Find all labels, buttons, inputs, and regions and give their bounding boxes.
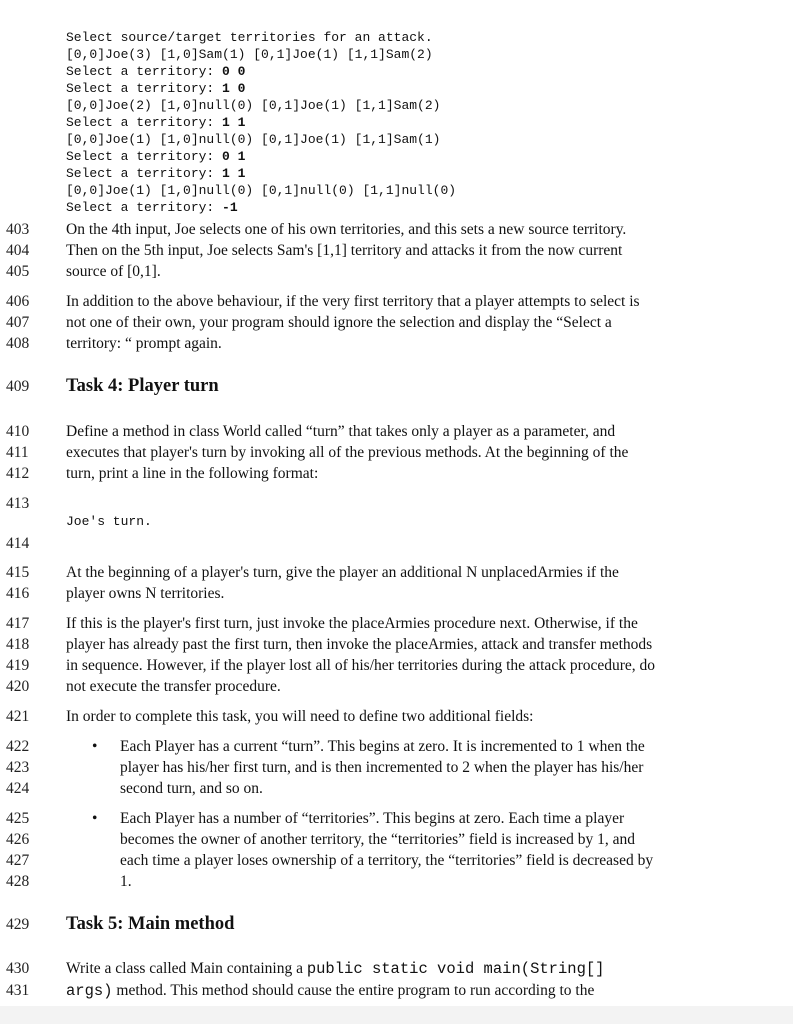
paragraph-line: At the beginning of a player's turn, give the player an additional N unplacedArmies if the (66, 564, 619, 581)
line-number: 416 (6, 585, 30, 602)
paragraph-line: territory: “ prompt again. (66, 335, 222, 352)
list-item-line: each time a player loses ownership of a territory, the “territories” field is decreased by (120, 852, 654, 869)
line-number: 429 (6, 916, 30, 933)
line-number: 427 (6, 852, 30, 869)
line-number: 430 (6, 960, 30, 977)
paragraph-line: not execute the transfer procedure. (66, 678, 281, 695)
list-item-line: second turn, and so on. (120, 780, 263, 797)
console-line: Select a territory: 0 1 (66, 149, 246, 164)
line-number: 405 (6, 263, 30, 280)
section-heading: Task 4: Player turn (66, 376, 219, 396)
line-number: 406 (6, 293, 30, 310)
bullet-icon: • (92, 738, 98, 755)
console-line: Select a territory: 1 0 (66, 81, 246, 96)
line-number: 428 (6, 873, 30, 890)
inline-code: public static void main(String[] (306, 960, 605, 978)
console-line: Select a territory: 0 0 (66, 64, 246, 79)
paragraph-line: in sequence. However, if the player lost all of his/her territories during the attack procedure, do (66, 657, 656, 674)
line-number: 407 (6, 314, 30, 331)
console-line: [0,0]Joe(2) [1,0]null(0) [0,1]Joe(1) [1,1]Sam(2) (66, 98, 441, 113)
paragraph-line: source of [0,1]. (66, 263, 161, 280)
inline-code: args) (66, 982, 113, 1000)
line-number: 422 (6, 738, 30, 755)
console-line: [0,0]Joe(3) [1,0]Sam(1) [0,1]Joe(1) [1,1]Sam(2) (66, 47, 433, 62)
line-number: 420 (6, 678, 30, 695)
paragraph-line: executes that player's turn by invoking all of the previous methods. At the beginning of the (66, 444, 629, 461)
line-number: 403 (6, 221, 30, 238)
console-line: [0,0]Joe(1) [1,0]null(0) [0,1]Joe(1) [1,1]Sam(1) (66, 132, 441, 147)
line-number: 413 (6, 495, 30, 512)
paragraph-line: Write a class called Main containing a public static void main(String[] (66, 960, 605, 978)
list-item-line: Each Player has a number of “territories”. This begins at zero. Each time a player (120, 810, 625, 827)
line-number: 411 (6, 444, 29, 461)
line-number: 426 (6, 831, 30, 848)
console-line: Select a territory: -1 (66, 200, 238, 215)
line-number: 415 (6, 564, 30, 581)
paragraph-line: args) method. This method should cause the entire program to run according to the (66, 982, 595, 1000)
paragraph-line: In order to complete this task, you will need to define two additional fields: (66, 708, 534, 725)
line-number: 418 (6, 636, 30, 653)
code-example: Joe's turn. (66, 514, 152, 529)
paragraph-line: On the 4th input, Joe selects one of his own territories, and this sets a new source territory. (66, 221, 627, 238)
list-item-line: 1. (120, 873, 132, 890)
paragraph-line: If this is the player's first turn, just invoke the placeArmies procedure next. Otherwise, if the (66, 615, 638, 632)
line-number: 414 (6, 535, 30, 552)
list-item-line: player has his/her first turn, and is then incremented to 2 when the player has his/her (120, 759, 644, 776)
line-number: 408 (6, 335, 30, 352)
paragraph-line: not one of their own, your program should ignore the selection and display the “Select a (66, 314, 612, 331)
line-number: 423 (6, 759, 30, 776)
line-number: 431 (6, 982, 30, 999)
paragraph-line: In addition to the above behaviour, if the very first territory that a player attempts to select is (66, 293, 640, 310)
paragraph-line: player has already past the first turn, then invoke the placeArmies, attack and transfer methods (66, 636, 653, 653)
console-line: Select a territory: 1 1 (66, 166, 246, 181)
line-number: 425 (6, 810, 30, 827)
page-bottom-edge (0, 1006, 793, 1024)
paragraph-line: turn, print a line in the following format: (66, 465, 319, 482)
console-line: Select a territory: 1 1 (66, 115, 246, 130)
section-heading: Task 5: Main method (66, 914, 235, 934)
line-number: 412 (6, 465, 30, 482)
line-number: 404 (6, 242, 30, 259)
line-number: 421 (6, 708, 30, 725)
console-line: [0,0]Joe(1) [1,0]null(0) [0,1]null(0) [1,1]null(0) (66, 183, 457, 198)
paragraph-line: Then on the 5th input, Joe selects Sam's [1,1] territory and attacks it from the now current (66, 242, 623, 259)
list-item-line: Each Player has a current “turn”. This begins at zero. It is incremented to 1 when the (120, 738, 645, 755)
line-number: 417 (6, 615, 30, 632)
line-number: 409 (6, 378, 30, 395)
paragraph-line: player owns N territories. (66, 585, 225, 602)
bullet-icon: • (92, 810, 98, 827)
console-line: Select source/target territories for an attack. (66, 30, 433, 45)
line-number: 419 (6, 657, 30, 674)
paragraph-line: Define a method in class World called “turn” that takes only a player as a parameter, and (66, 423, 616, 440)
line-number: 410 (6, 423, 30, 440)
line-number: 424 (6, 780, 30, 797)
list-item-line: becomes the owner of another territory, the “territories” field is increased by 1, and (120, 831, 636, 848)
